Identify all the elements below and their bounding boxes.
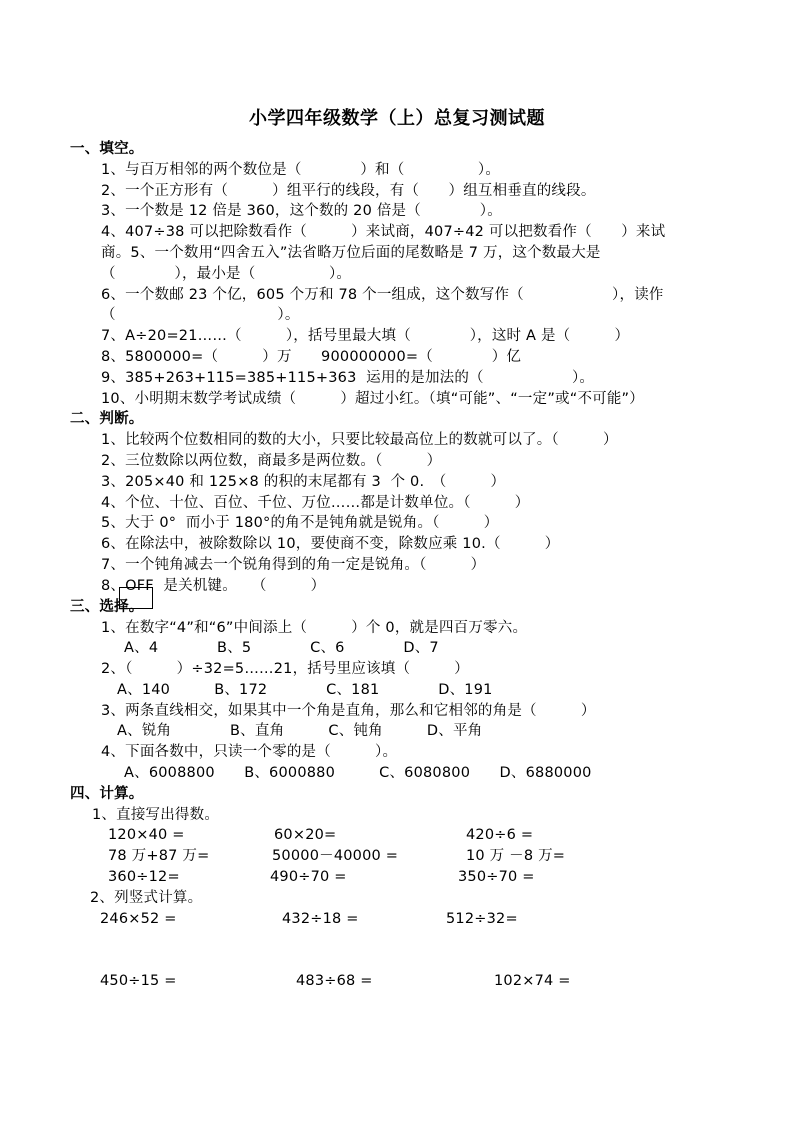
direct-calc-item: 60×20= bbox=[274, 827, 337, 843]
question-line: 3、一个数是 12 倍是 360，这个数的 20 倍是（ ）。 bbox=[101, 203, 502, 219]
choice-options: A、6008800 B、6000880 C、6080800 D、6880000 bbox=[124, 765, 592, 781]
question-line: 3、205×40 和 125×8 的积的末尾都有 3 个 0. （ ） bbox=[101, 474, 506, 490]
question-line: 8、5800000=（ ）万 900000000=（ ）亿 bbox=[101, 349, 522, 365]
choice-options: A、锐角 B、直角 C、钝角 D、平角 bbox=[117, 723, 483, 739]
vertical-calc-item: 512÷32= bbox=[446, 911, 518, 927]
direct-calc-item: 120×40 = bbox=[108, 827, 185, 843]
section-header-fill-in: 一、填空。 bbox=[70, 141, 144, 157]
subsection-title: 1、直接写出得数。 bbox=[92, 807, 220, 823]
question-line: 7、一个钝角减去一个锐角得到的角一定是锐角。（ ） bbox=[101, 557, 486, 573]
choice-options: A、140 B、172 C、181 D、191 bbox=[117, 682, 493, 698]
question-line: 6、一个数邮 23 个亿，605 个万和 78 个一组成，这个数写作（ ），读作 bbox=[101, 287, 664, 303]
question-line: 4、407÷38 可以把除数看作（ ）来试商，407÷42 可以把数看作（ ）来试 bbox=[101, 224, 666, 240]
question-line: 2、（ ）÷32=5……21，括号里应该填（ ） bbox=[101, 661, 469, 677]
question-line: 3、两条直线相交，如果其中一个角是直角，那么和它相邻的角是（ ） bbox=[101, 703, 596, 719]
direct-calc-item: 360÷12= bbox=[108, 869, 180, 885]
question-line: 1、与百万相邻的两个数位是（ ）和（ ）。 bbox=[101, 162, 501, 178]
choice-options: A、4 B、5 C、6 D、7 bbox=[124, 640, 439, 656]
question-line: 6、在除法中，被除数除以 10，要使商不变，除数应乘 10.（ ） bbox=[101, 536, 560, 552]
direct-calc-item: 10 万 －8 万= bbox=[466, 848, 566, 864]
question-line: 2、三位数除以两位数，商最多是两位数。（ ） bbox=[101, 453, 442, 469]
vertical-calc-item: 246×52 = bbox=[100, 911, 177, 927]
vertical-calc-item: 450÷15 = bbox=[100, 973, 177, 989]
question-line: 1、在数字“4”和“6”中间添上（ ）个 0，就是四百万零六。 bbox=[101, 620, 528, 636]
direct-calc-item: 490÷70 = bbox=[270, 869, 347, 885]
question-line: 4、下面各数中，只读一个零的是（ ）。 bbox=[101, 744, 398, 760]
question-line: 7、A÷20=21……（ ），括号里最大填（ ），这时 A 是（ ） bbox=[101, 328, 630, 344]
vertical-calc-item: 102×74 = bbox=[494, 973, 571, 989]
direct-calc-item: 50000－40000 = bbox=[272, 848, 399, 864]
question-line: 5、大于 0° 而小于 180°的角不是钝角就是锐角。（ ） bbox=[101, 515, 499, 531]
section-header-true-false: 二、判断。 bbox=[70, 411, 144, 427]
direct-calc-item: 350÷70 = bbox=[458, 869, 535, 885]
section-header-calculation: 四、计算。 bbox=[70, 786, 144, 802]
question-line: 商。5、一个数用“四舍五入”法省略万位后面的尾数略是 7 万，这个数最大是 bbox=[101, 245, 601, 261]
question-line: 1、比较两个位数相同的数的大小，只要比较最高位上的数就可以了。（ ） bbox=[101, 432, 618, 448]
question-line: 2、一个正方形有（ ）组平行的线段，有（ ）组互相垂直的线段。 bbox=[101, 183, 596, 199]
page-title: 小学四年级数学（上）总复习测试题 bbox=[249, 108, 545, 129]
question-line: 8、OFF 是关机键。 （ ） bbox=[101, 578, 326, 594]
vertical-calc-item: 432÷18 = bbox=[282, 911, 359, 927]
direct-calc-item: 420÷6 = bbox=[466, 827, 534, 843]
vertical-calc-item: 483÷68 = bbox=[296, 973, 373, 989]
section-header-multiple-choice: 三、选择。 bbox=[70, 599, 144, 615]
subsection-title: 2、列竖式计算。 bbox=[90, 890, 203, 906]
question-line: 9、385+263+115=385+115+363 运用的是加法的（ ）。 bbox=[101, 370, 595, 386]
question-line: （ ），最小是（ ）。 bbox=[101, 266, 352, 282]
question-line: 4、个位、十位、百位、千位、万位……都是计数单位。（ ） bbox=[101, 495, 530, 511]
question-line: （ ）。 bbox=[101, 307, 300, 323]
direct-calc-item: 78 万+87 万= bbox=[108, 848, 210, 864]
question-line: 10、小明期末数学考试成绩（ ）超过小红。（填“可能”、“一定”或“不可能”） bbox=[101, 391, 644, 407]
